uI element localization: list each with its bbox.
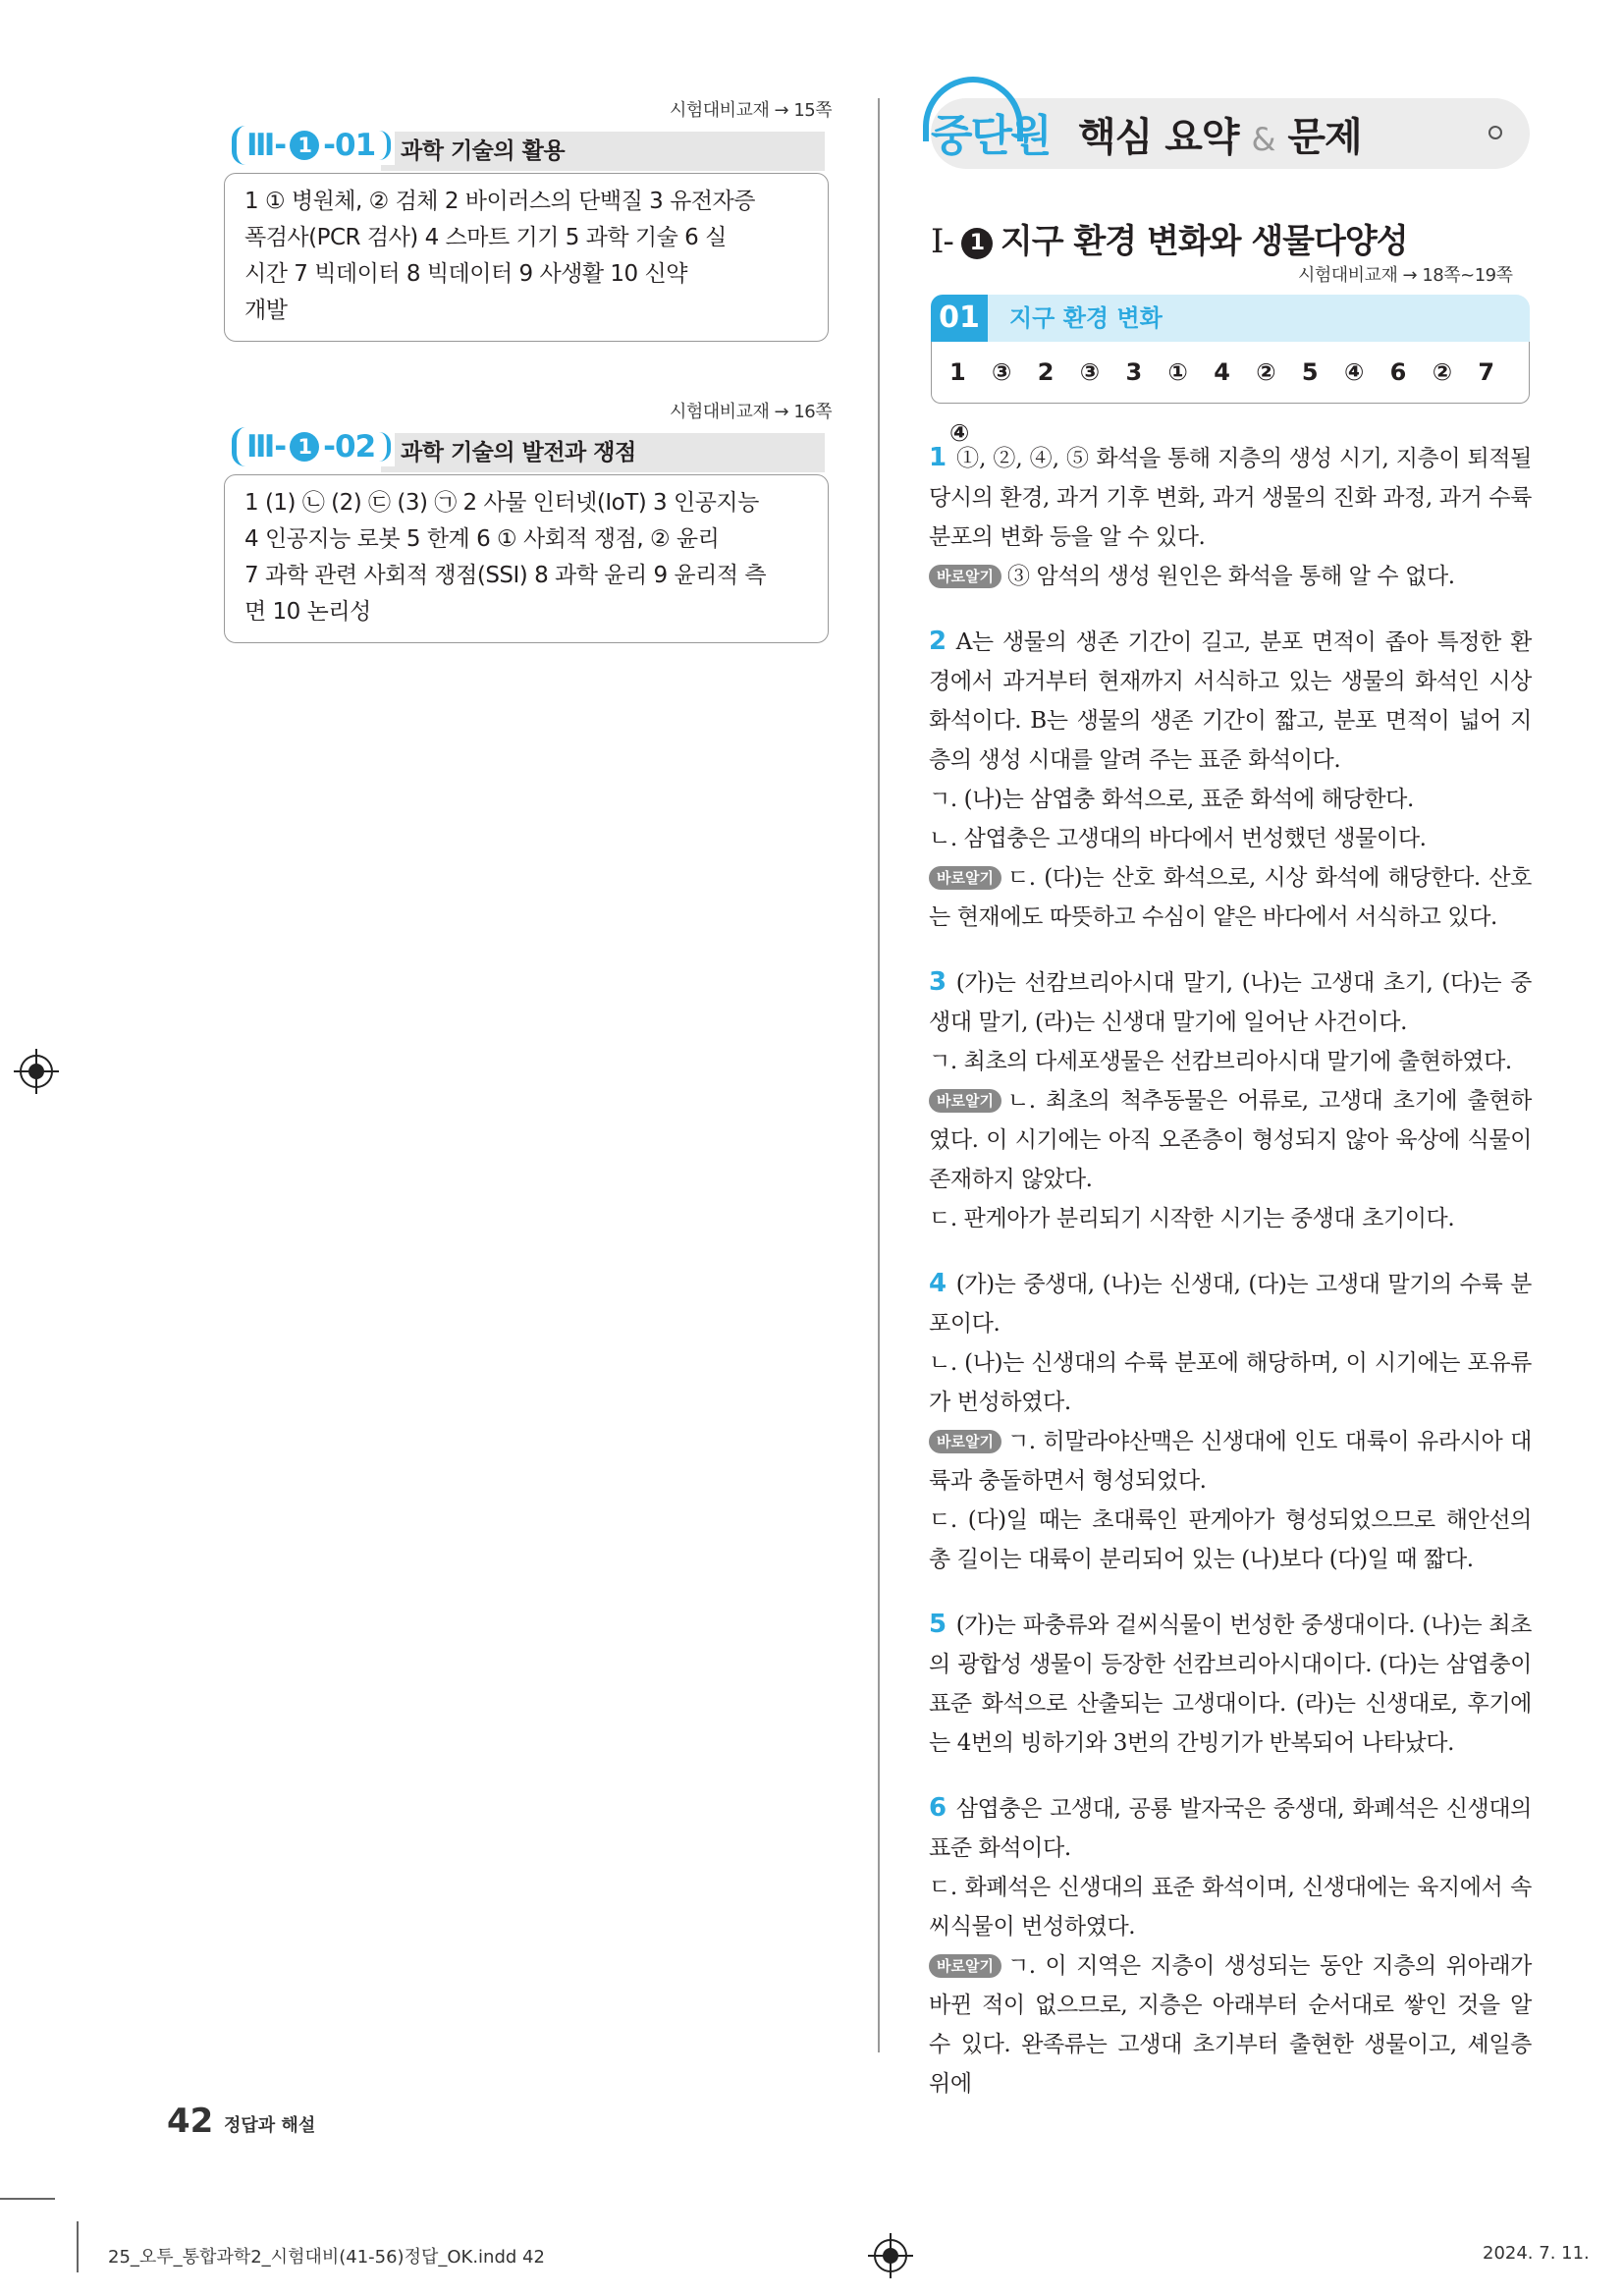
explanation-text — [929, 622, 1532, 780]
explanations — [929, 438, 1532, 2129]
section-circle: 1 — [961, 228, 993, 259]
box1-ref: 시험대비교재 → 15쪽 — [670, 100, 833, 121]
box2-tag — [232, 427, 395, 466]
box2-content — [224, 474, 829, 643]
footer-vrule — [77, 2221, 79, 2272]
slug-date: 2024. 7. 11. — [1483, 2243, 1590, 2264]
explanation-text — [929, 1264, 1532, 1343]
chapter-banner — [931, 98, 1530, 169]
box1-content — [224, 173, 829, 342]
explanation-point: ㄷ. 화폐석은 신생대의 표준 화석이며, 신생대에는 육지에서 속씨식물이 번성하였다. — [929, 1875, 1532, 1940]
question-number: 4 — [929, 1269, 947, 1298]
correction-badge: 바로알기 — [929, 1430, 1001, 1453]
correction-text: ③ 암석의 생성 원인은 화석을 통해 알 수 없다. — [1006, 564, 1455, 589]
box1-tag-suffix: -01 — [323, 128, 376, 163]
summary-box-2 — [224, 427, 829, 653]
correction-badge: 바로알기 — [929, 1954, 1001, 1978]
box2-tag-prefix: Ⅲ- — [246, 429, 287, 465]
box2-line: 1 (1) ㉡ (2) ㉢ (3) ㉠ 2 사물 인터넷(IoT) 3 인공지능 — [244, 490, 759, 516]
explanation-point: ㄱ. (나)는 삼엽충 화석으로, 표준 화석에 해당한다. — [929, 787, 1414, 812]
registration-mark-icon — [874, 2239, 907, 2272]
explanation-point: ㄴ. (나)는 신생대의 수륙 분포에 해당하며, 이 시기에는 포유류가 번성하였다. — [929, 1350, 1532, 1415]
box2-title: 과학 기술의 발전과 쟁점 — [381, 433, 825, 472]
section-prefix: Ⅰ- — [931, 222, 953, 261]
explanation-body: (가)는 파충류와 겉씨식물이 번성한 중생대이다. (나)는 최초의 광합성 생물이 등장한 선캄브리아시대이다. (다)는 삼엽충이 표준 화석으로 산출되는 고생대이다. (라)는 신생대로, 후기에는 4번의 빙하기와 3번의 간빙기가 반복되어 나타났다. — [929, 1613, 1532, 1756]
banner-title — [1078, 106, 1362, 162]
slug-file: 25_오투_통합과학2_시험대비(41-56)정답_OK.indd 42 — [108, 2247, 545, 2268]
box1-title: 과학 기술의 활용 — [381, 132, 825, 171]
summary-box-1 — [224, 126, 829, 352]
correction-badge: 바로알기 — [929, 1089, 1001, 1113]
explanation-item — [929, 962, 1532, 1238]
section-title — [931, 214, 1408, 262]
section-ref: 시험대비교재 → 18쪽~19쪽 — [1298, 265, 1513, 286]
box1-line: 시간 7 빅데이터 8 빅데이터 9 사생활 10 신약 — [244, 261, 687, 287]
explanation-body: A는 생물의 생존 기간이 길고, 분포 면적이 좁아 특정한 환경에서 과거부터 현재까지 서식하고 있는 생물의 화석인 시상 화석이다. B는 생물의 생존 기간이 짧고, 분포 면적이 넓어 지층의 생성 시대를 알려 주는 표준 화석이다. — [929, 629, 1532, 773]
explanation-text — [929, 438, 1532, 557]
explanation-text — [929, 1788, 1532, 1868]
box2-line: 4 인공지능 로봇 5 한계 6 ① 사회적 쟁점, ② 윤리 — [244, 526, 720, 552]
correction-text: ㄱ. 이 지역은 지층이 생성되는 동안 지층의 위아래가 바뀐 적이 없으므로, 지층은 아래부터 순서대로 쌓인 것을 알 수 있다. 완족류는 고생대 초기부터 출현한 생물이고, 셰일층 위에 — [929, 1953, 1532, 2097]
explanation-body: ①, ②, ④, ⑤ 화석을 통해 지층의 생성 시기, 지층이 퇴적될 당시의 환경, 과거 기후 변화, 과거 생물의 진화 과정, 과거 수륙 분포의 변화 등을 알 수 있다. — [929, 446, 1532, 550]
explanation-item — [929, 1264, 1532, 1579]
explanation-item — [929, 1788, 1532, 2104]
explanation-body: (가)는 중생대, (나)는 신생대, (다)는 고생대 말기의 수륙 분포이다. — [929, 1272, 1532, 1337]
explanation-point: ㄷ. 판게아가 분리되기 시작한 시기는 중생대 초기이다. — [929, 1206, 1455, 1231]
correction — [929, 1946, 1532, 2104]
explanation-item — [929, 438, 1532, 596]
correction — [929, 557, 1532, 596]
box1-tag — [232, 126, 395, 165]
explanation-item — [929, 622, 1532, 937]
footer-label: 정답과 해설 — [224, 2115, 316, 2136]
registration-mark-icon — [20, 1055, 53, 1088]
column-divider — [878, 98, 880, 2052]
bracket-icon — [379, 131, 391, 160]
question-number: 3 — [929, 967, 947, 997]
explanation-point: ㄱ. 최초의 다세포생물은 선캄브리아시대 말기에 출현하였다. — [929, 1049, 1512, 1074]
question-number: 5 — [929, 1610, 947, 1639]
correction-text: ㄷ. (다)는 산호 화석으로, 시상 화석에 해당한다. 산호는 현재에도 따뜻하고 수심이 얕은 바다에서 서식하고 있다. — [929, 865, 1532, 930]
page-number: 42 — [167, 2102, 214, 2141]
subsection-num: 01 — [931, 295, 988, 342]
box1-line: 개발 — [244, 298, 288, 323]
question-number: 6 — [929, 1793, 947, 1823]
banner-title-a: 핵심 요약 — [1078, 115, 1239, 160]
box2-ref: 시험대비교재 → 16쪽 — [670, 402, 833, 422]
correction-badge: 바로알기 — [929, 866, 1001, 890]
banner-title-b: 문제 — [1287, 115, 1362, 160]
section-title-text: 지구 환경 변화와 생물다양성 — [1000, 222, 1408, 261]
correction — [929, 1422, 1532, 1501]
question-number: 1 — [929, 443, 947, 472]
box1-tag-prefix: Ⅲ- — [246, 128, 287, 163]
correction-badge: 바로알기 — [929, 565, 1001, 588]
explanation-text — [929, 962, 1532, 1042]
explanation-text — [929, 1605, 1532, 1763]
box2-line: 7 과학 관련 사회적 쟁점(SSI) 8 과학 윤리 9 윤리적 측 — [244, 563, 767, 588]
question-number: 2 — [929, 627, 947, 656]
explanation-point: ㄴ. 삼엽충은 고생대의 바다에서 번성했던 생물이다. — [929, 826, 1427, 851]
explanation-body: (가)는 선캄브리아시대 말기, (나)는 고생대 초기, (다)는 중생대 말기, (라)는 신생대 말기에 일어난 사건이다. — [929, 970, 1532, 1035]
banner-amp: & — [1251, 121, 1275, 158]
correction-text: ㄱ. 히말라야산맥은 신생대에 인도 대륙이 유라시아 대륙과 충돌하면서 형성되었다. — [929, 1429, 1532, 1494]
correction-text: ㄴ. 최초의 척추동물은 어류로, 고생대 초기에 출현하였다. 이 시기에는 아직 오존층이 형성되지 않아 육상에 식물이 존재하지 않았다. — [929, 1088, 1532, 1192]
correction — [929, 858, 1532, 937]
box2-tag-circle: 1 — [290, 432, 319, 462]
box1-line: 1 ① 병원체, ② 검체 2 바이러스의 단백질 3 유전자증 — [244, 189, 755, 214]
explanation-body: 삼엽충은 고생대, 공룡 발자국은 중생대, 화폐석은 신생대의 표준 화석이다. — [929, 1796, 1532, 1861]
explanation-item — [929, 1605, 1532, 1763]
circle-icon — [1488, 126, 1502, 139]
subsection-label: 지구 환경 변화 — [988, 295, 1530, 342]
subsection-answers: 1 ③ 2 ③ 3 ① 4 ② 5 ④ 6 ② 7 ④ — [931, 342, 1530, 404]
box2-tag-suffix: -02 — [323, 429, 376, 465]
correction — [929, 1081, 1532, 1199]
explanation-point: ㄷ. (다)일 때는 초대륙인 판게아가 형성되었으므로 해안선의 총 길이는 대륙이 분리되어 있는 (나)보다 (다)일 때 짧다. — [929, 1507, 1532, 1572]
box1-line: 폭검사(PCR 검사) 4 스마트 기기 5 과학 기술 6 실 — [244, 225, 727, 250]
box1-tag-circle: 1 — [290, 131, 319, 160]
footer-rule — [0, 2198, 55, 2200]
box2-line: 면 10 논리성 — [244, 599, 371, 625]
banner-brand: 중단원 — [931, 111, 1051, 161]
bracket-icon — [379, 432, 391, 462]
